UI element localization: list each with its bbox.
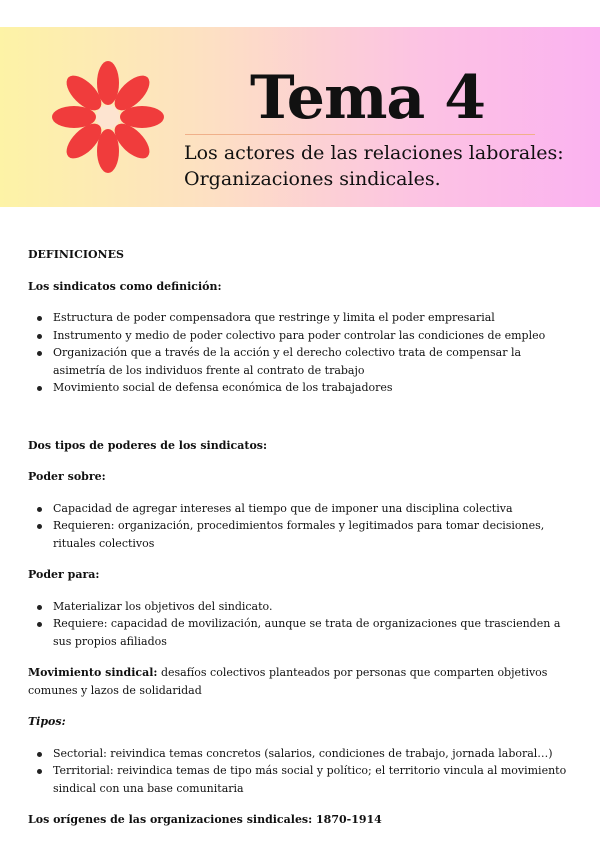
tipos-poderes-heading: Dos tipos de poderes de los sindicatos:	[28, 438, 268, 452]
list-item: Capacidad de agregar intereses al tiempo que de imponer una disciplina colectiva	[53, 500, 576, 518]
movimiento-label: Movimiento sindical:	[28, 666, 158, 679]
list-item: Requieren: organización, procedimientos formales y legitimados para tomar decisiones, rituales colectivos	[53, 517, 576, 552]
list-item: Instrumento y medio de poder colectivo para poder controlar las condiciones de empleo	[53, 327, 576, 345]
movimiento-text: desafíos colectivos planteados por personas que comparten objetivos comunes y lazos de solidaridad	[28, 666, 548, 697]
subtitle-line-1: Los actores de las relaciones laborales:	[184, 142, 564, 164]
page-title: Tema 4	[250, 63, 485, 133]
flower-icon	[48, 57, 168, 177]
document-body	[28, 246, 576, 829]
list-item: Requiere: capacidad de movilización, aunque se trata de organizaciones que trascienden a sus propios afiliados	[53, 615, 576, 650]
list-item: Organización que a través de la acción y el derecho colectivo trata de compensar la asimetría de los individuos frente al contrato de trabajo	[53, 344, 576, 379]
sindicatos-heading: Los sindicatos como definición:	[28, 279, 222, 293]
page-subtitle	[184, 140, 564, 192]
list-item: Estructura de poder compensadora que restringe y limita el poder empresarial	[53, 309, 576, 327]
list-item: Territorial: reivindica temas de tipo más social y político; el territorio vincula al movimiento sindical con una base comunitaria	[53, 762, 576, 797]
poder-para-heading: Poder para:	[28, 568, 100, 581]
tipos-heading: Tipos:	[28, 715, 66, 728]
sindicatos-list	[28, 309, 576, 397]
poder-para-list	[28, 598, 576, 651]
subtitle-line-2: Organizaciones sindicales.	[184, 168, 441, 190]
movimiento-paragraph	[28, 664, 576, 699]
poder-sobre-heading: Poder sobre:	[28, 470, 106, 483]
poder-sobre-list	[28, 500, 576, 553]
origenes-heading: Los orígenes de las organizaciones sindicales: 1870-1914	[28, 813, 382, 826]
list-item: Movimiento social de defensa económica de los trabajadores	[53, 379, 576, 397]
tipos-list	[28, 745, 576, 798]
title-divider	[185, 134, 535, 135]
list-item: Sectorial: reivindica temas concretos (salarios, condiciones de trabajo, jornada laboral…)	[53, 745, 576, 763]
list-item: Materializar los objetivos del sindicato.	[53, 598, 576, 616]
section-heading-definiciones: DEFINICIONES	[28, 248, 124, 261]
